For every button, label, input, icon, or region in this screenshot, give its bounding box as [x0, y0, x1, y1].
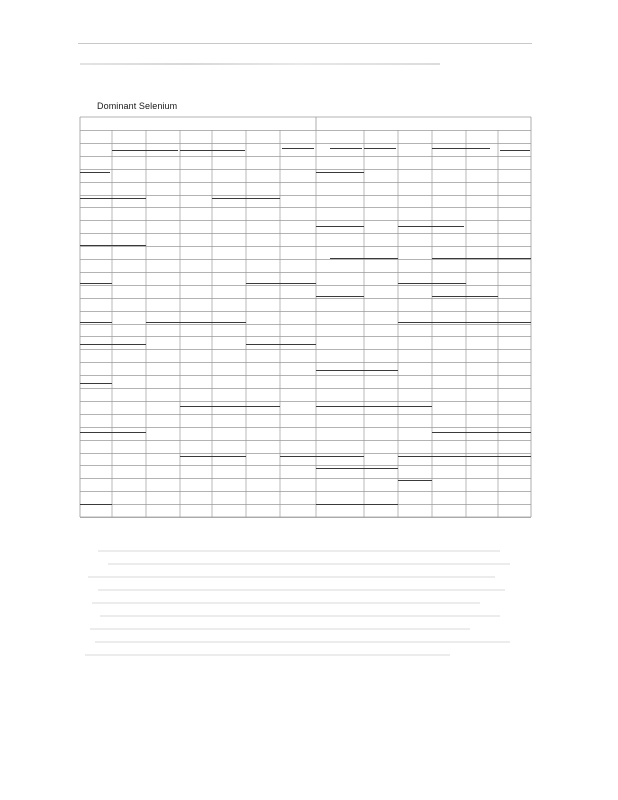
- faint-text-line: [88, 576, 495, 578]
- faint-text-line: [95, 641, 510, 643]
- faint-text-line: [100, 615, 500, 617]
- faint-text-line: [98, 550, 500, 552]
- faint-text-line: [98, 589, 505, 591]
- faint-text-line: [85, 654, 450, 656]
- faint-text-line: [108, 563, 510, 565]
- faint-text-line: [92, 602, 480, 604]
- faint-text-line: [90, 628, 470, 630]
- table-title: Dominant Selenium: [97, 101, 178, 111]
